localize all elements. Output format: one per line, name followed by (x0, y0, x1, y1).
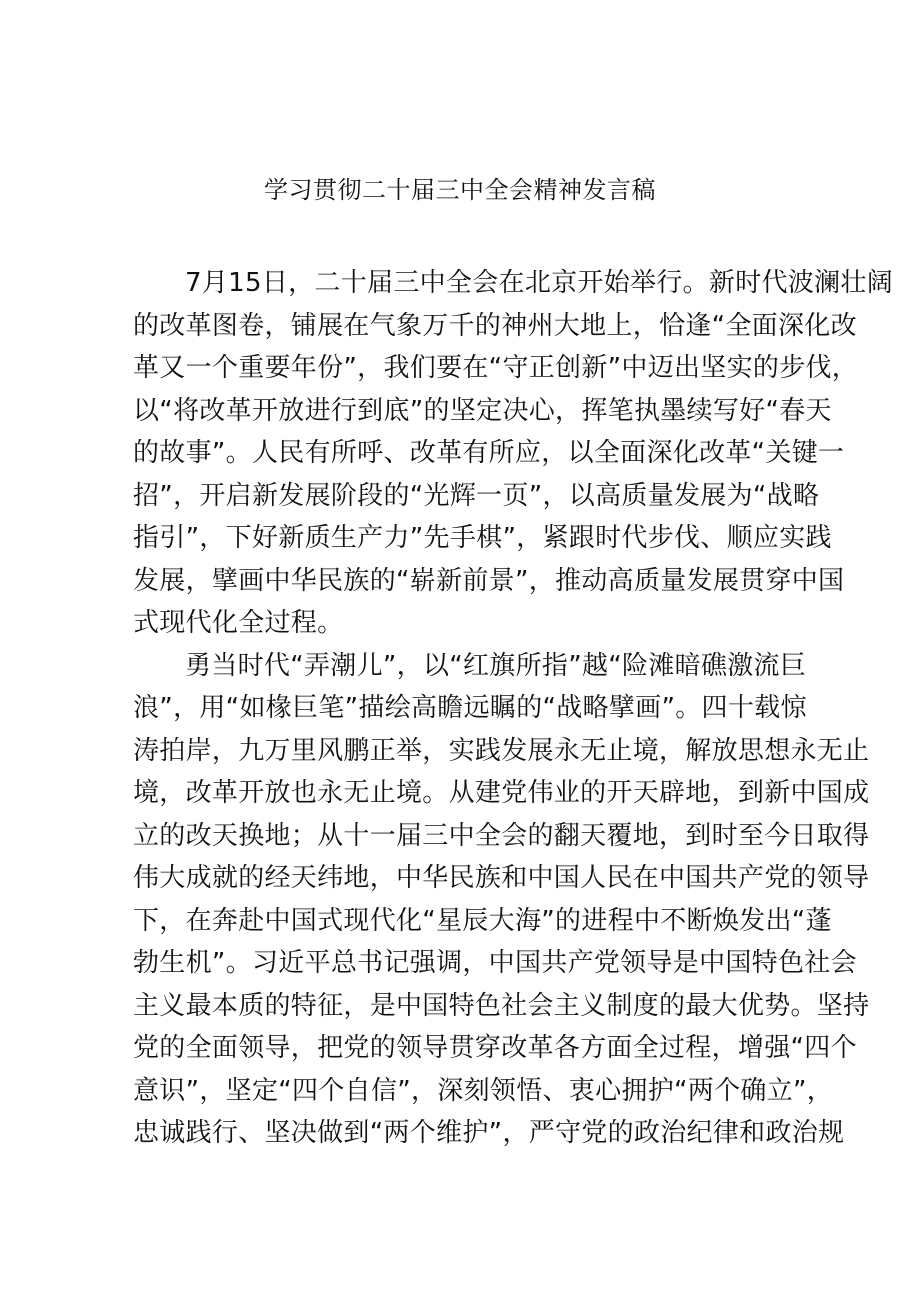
paragraph-line: 党的全面领导，把党的领导贯穿改革各方面全过程，增强“四个 (133, 1033, 857, 1063)
paragraph-line: 的故事”。人民有所呼、改革有所应，以全面深化改革“关键一 (133, 438, 845, 468)
paragraph-line: 的改革图卷，铺展在气象万千的神州大地上，恰逢“全面深化改 (133, 310, 857, 341)
paragraph-line: 下，在奔赴中国式现代化“星辰大海”的进程中不断焕发出“蓬 (133, 905, 832, 936)
paragraph-line: 革又一个重要年份”，我们要在“守正创新”中迈出坚实的步伐， (133, 353, 859, 383)
paragraph-line: 伟大成就的经天纬地，中华民族和中国人民在中国共产党的领导 (133, 863, 870, 893)
paragraph-1 (133, 262, 894, 645)
paragraph-line: 涛拍岸，九万里风鹏正举，实践发展永无止境，解放思想永无止 (133, 735, 870, 766)
paragraph-line: 式现代化全过程。 (133, 608, 344, 638)
paragraph-line: 以“将改革开放进行到底”的坚定决心，挥笔执墨续写好“春天 (133, 395, 832, 426)
paragraph-line: 7月15日，二十届三中全会在北京开始举行。新时代波澜壮阔 (185, 268, 894, 298)
document-title: 学习贯彻二十届三中全会精神发言稿 (264, 176, 656, 204)
paragraph-line: 意识”，坚定“四个自信”，深刻领悟、衷心拥护“两个确立”， (133, 1075, 834, 1106)
paragraph-2 (133, 645, 870, 1155)
paragraph-line: 立的改天换地；从十一届三中全会的翻天覆地，到时至今日取得 (133, 820, 870, 851)
paragraph-line: 境，改革开放也永无止境。从建党伟业的开天辟地，到新中国成 (133, 778, 870, 808)
paragraph-line: 浪”，用“如椽巨笔”描绘高瞻远瞩的“战略擘画”。四十载惊 (133, 693, 807, 723)
paragraph-line: 指引”，下好新质生产力”先手棋”，紧跟时代步伐、顺应实践 (133, 523, 832, 553)
document-body (133, 262, 894, 1155)
paragraph-line: 招”，开启新发展阶段的“光辉一页”，以高质量发展为“战略 (133, 480, 820, 511)
paragraph-line: 勇当时代“弄潮儿”，以“红旗所指”越“险滩暗礁激流巨 (185, 650, 807, 681)
paragraph-line: 忠诚践行、坚决做到“两个维护”，严守党的政治纪律和政治规 (133, 1118, 845, 1148)
paragraph-line: 勃生机”。习近平总书记强调，中国共产党领导是中国特色社会 (133, 948, 857, 978)
paragraph-line: 主义最本质的特征，是中国特色社会主义制度的最大优势。坚持 (133, 990, 870, 1021)
paragraph-line: 发展，擘画中华民族的“崭新前景”，推动高质量发展贯穿中国 (133, 565, 845, 596)
